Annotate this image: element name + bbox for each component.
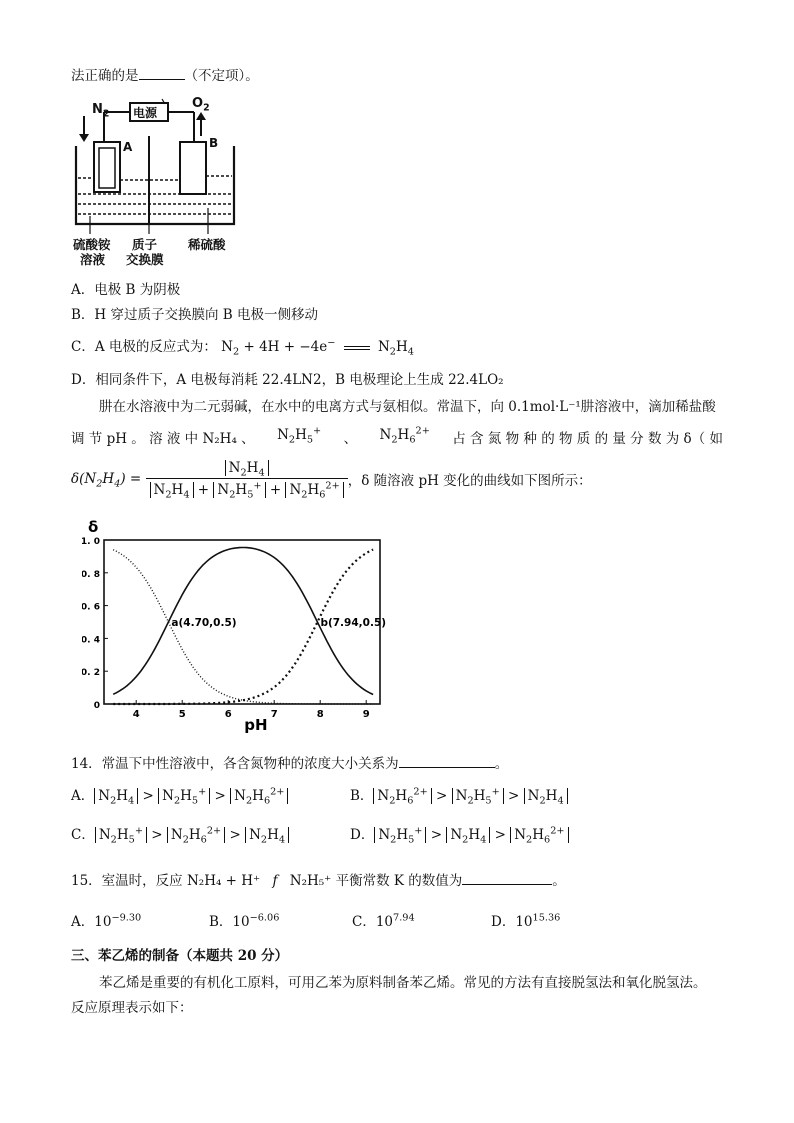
chart-svg bbox=[82, 518, 392, 733]
y-tick-label: 0. 2 bbox=[82, 668, 100, 679]
x-tick-label: 6 bbox=[224, 709, 232, 720]
q15-blank bbox=[462, 871, 552, 886]
y-tick-label: 0. 8 bbox=[82, 569, 100, 580]
passage-line-3-suffix: ，δ 随溶液 pH 变化的曲线如下图所示： bbox=[347, 473, 592, 490]
ammonium-sulfate-label: 硫酸铵 bbox=[73, 237, 111, 252]
y-axis-label: δ bbox=[88, 518, 99, 536]
membrane-label: 交换膜 bbox=[126, 252, 164, 267]
q13-option-c bbox=[71, 335, 414, 358]
annotation-a: a(4.70,0.5) bbox=[171, 617, 237, 629]
section3-line-2: 反应原理表示如下： bbox=[71, 1000, 193, 1016]
answer-blank bbox=[139, 66, 185, 81]
q13-option-d: D．相同条件下，A 电极每消耗 22.4LN2，B 电极理论上生成 22.4LO₂ bbox=[71, 372, 504, 388]
q15-option-b: B．$10^{-6.06}$ bbox=[209, 912, 280, 930]
delta-ph-chart bbox=[82, 518, 392, 733]
q15-option-d: D．$10^{15.36}$ bbox=[491, 912, 561, 930]
intro-line bbox=[71, 64, 259, 84]
passage-line-2c: 占 含 氮 物 种 的 物 质 的 量 分 数 为 δ（ 如 bbox=[452, 431, 723, 447]
n2h6-species: $N_2H_6^{2+}$ bbox=[379, 425, 430, 446]
q15-f-char: f bbox=[272, 873, 278, 889]
q14-option-a: A． $N_2H_4 > N_2H_5^+ > N_2H_6^{2+}$ bbox=[71, 784, 288, 804]
q13-option-a: A．电极 B 为阴极 bbox=[71, 282, 181, 298]
proton-label: 质子 bbox=[132, 237, 158, 252]
delta-fraction: $\frac{N_2H_4}{N_2H_4 + N_2H_5^+ + N_2H_6^{2+}}$ bbox=[146, 460, 348, 498]
q14-end: 。 bbox=[494, 756, 509, 772]
q14-stem bbox=[71, 752, 508, 772]
y-tick-label: 1. 0 bbox=[82, 537, 100, 547]
delta-formula: $\delta(N_2H_4)$ = bbox=[71, 471, 146, 490]
section3-title: 三、苯乙烯的制备（本题共 20 分） bbox=[71, 948, 289, 964]
q15-stem bbox=[71, 869, 566, 889]
x-tick-label: 4 bbox=[132, 709, 140, 720]
reaction-equation: $N_2 + 4H + -4e^-$ $N_2H_4$ bbox=[221, 337, 414, 358]
q13-option-c-text: C．A 电极的反应式为： bbox=[71, 339, 217, 355]
x-tick-label: 8 bbox=[316, 709, 324, 720]
y-tick-label: 0. 6 bbox=[82, 602, 100, 613]
q15-end: 。 bbox=[552, 873, 566, 889]
x-tick-label: 5 bbox=[178, 709, 186, 720]
solution-label: 溶液 bbox=[80, 252, 106, 267]
annotation-b: b(7.94,0.5) bbox=[320, 617, 387, 629]
passage-line-2 bbox=[71, 427, 723, 447]
o2-label: $O_2$ bbox=[192, 96, 210, 114]
q13-option-b: B．H 穿过质子交换膜向 B 电极一侧移动 bbox=[71, 307, 318, 323]
q14-option-c: C． $N_2H_5^+ > N_2H_6^{2+} > N_2H_4$ bbox=[71, 823, 289, 843]
electrolysis-figure bbox=[70, 96, 250, 266]
section3-line-1: 苯乙烯是重要的有机化工原料，可用乙苯为原料制备苯乙烯。常见的方法有直接脱氢法和氧化脱氢法。 bbox=[99, 975, 707, 991]
electrode-a-label: A bbox=[123, 140, 133, 154]
x-tick-label: 7 bbox=[270, 709, 278, 720]
n2-label: $N_2$ bbox=[92, 102, 110, 120]
passage-line-1: 肼在水溶液中为二元弱碱，在水中的电离方式与氨相似。常温下，向 0.1mol·L⁻¹肼溶液中，滴加稀盐酸 bbox=[99, 399, 716, 415]
passage-line-3 bbox=[71, 460, 592, 501]
n2h5-species: $N_2H_5^+$ bbox=[277, 425, 322, 446]
x-tick-label: 9 bbox=[362, 709, 370, 720]
power-label: 电源 bbox=[133, 106, 158, 120]
y-tick-label: 0 bbox=[93, 701, 100, 711]
electrode-b-label: B bbox=[209, 136, 219, 150]
dilute-acid-label: 稀硫酸 bbox=[188, 237, 226, 252]
x-axis-label: pH bbox=[244, 716, 268, 733]
q14-option-b: B． $N_2H_6^{2+} > N_2H_5^+ > N_2H_4$ bbox=[350, 784, 568, 804]
passage-line-2b: 、 bbox=[343, 431, 358, 447]
intro-text: 法正确的是 bbox=[71, 68, 139, 84]
q15-option-c: C．$10^{7.94}$ bbox=[352, 912, 415, 930]
q14-option-d: D． $N_2H_5^+ > N_2H_4 > N_2H_6^{2+}$ bbox=[350, 823, 569, 843]
q15-stem-a: 15．室温时，反应 N₂H₄ + H⁺ bbox=[71, 873, 261, 889]
y-tick-label: 0. 4 bbox=[82, 635, 100, 646]
intro-suffix: （不定项）。 bbox=[184, 68, 259, 84]
q15-option-a: A．$10^{-9.30}$ bbox=[71, 912, 142, 930]
passage-line-2a: 调 节 pH 。 溶 液 中 N₂H₄ 、 bbox=[71, 431, 255, 447]
q14-blank bbox=[399, 754, 495, 769]
q15-stem-b: N₂H₅⁺ 平衡常数 K 的数值为 bbox=[289, 873, 463, 889]
q14-stem-text: 14．常温下中性溶液中，各含氮物种的浓度大小关系为 bbox=[71, 756, 399, 772]
